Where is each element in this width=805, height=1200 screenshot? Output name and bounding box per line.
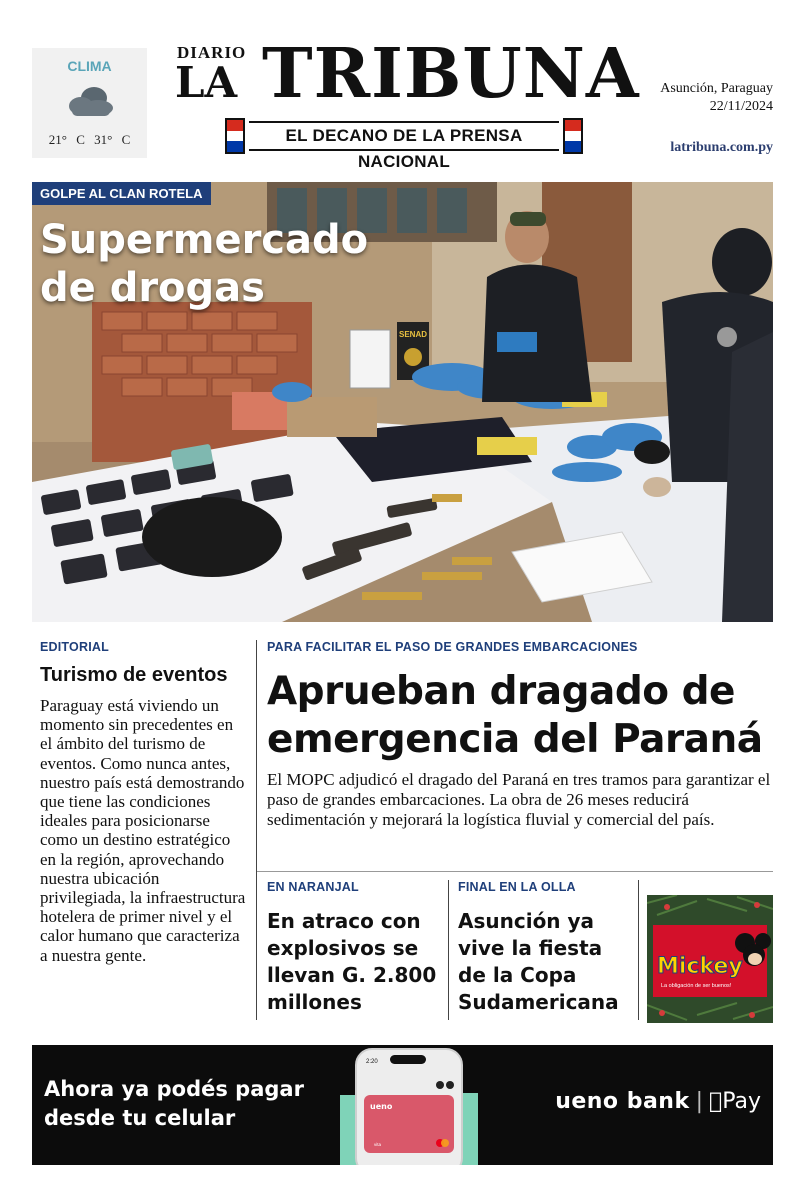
main-story[interactable]	[267, 640, 773, 830]
column-divider	[448, 880, 449, 1020]
masthead[interactable]	[170, 34, 640, 171]
mickey-brand: Mickey	[657, 954, 743, 979]
weather-temps	[32, 132, 147, 148]
slogan-banner	[225, 118, 583, 171]
location-date	[660, 80, 773, 116]
temp-max: 31° C	[94, 132, 131, 147]
ueno-bank-logo: ueno bank	[555, 1089, 690, 1114]
sub-title[interactable]: En atraco con explosivos se llevan G. 2.800 millones	[267, 909, 437, 1014]
hero-story[interactable]	[32, 182, 773, 622]
cloud-icon	[64, 84, 116, 118]
paraguay-flag-left-icon	[225, 118, 245, 154]
weather-widget	[32, 48, 147, 158]
card-brand: ueno	[370, 1102, 393, 1111]
mickey-tagline: La obligación de ser buenos!	[661, 983, 732, 989]
masthead-la: LA	[175, 58, 238, 107]
sub-story-copa[interactable]	[458, 880, 633, 1016]
slogan: EL DECANO DE LA PRENSA NACIONAL	[249, 121, 559, 151]
location: Asunción, Paraguay	[660, 81, 773, 96]
hero-headline[interactable]: Supermercado de drogas	[40, 217, 369, 311]
paraguay-flag-right-icon	[563, 118, 583, 154]
temp-min: 21° C	[48, 132, 85, 147]
mickey-ad-art	[647, 895, 773, 1023]
ad-brand	[555, 1089, 761, 1114]
date: 22/11/2024	[709, 99, 773, 114]
phone-illustration	[340, 1045, 490, 1165]
hero-kicker: GOLPE AL CLAN ROTELA	[32, 182, 211, 205]
ueno-bank-ad[interactable]	[32, 1045, 773, 1165]
main-kicker: PARA FACILITAR EL PASO DE GRANDES EMBARCACIONES	[267, 640, 638, 654]
main-headline[interactable]: Aprueban dragado de emergencia del Paraná	[267, 669, 763, 762]
column-divider	[256, 640, 257, 1020]
sub-story-naranjal[interactable]	[267, 880, 442, 1016]
masthead-title: TRIBUNA	[262, 34, 640, 114]
editorial-title[interactable]: Turismo de eventos	[40, 664, 228, 686]
editorial-body: Paraguay está viviendo un momento sin precedentes en el ámbito del turismo de eventos. Como nunca antes, nuestro país está demostrando que tiene las condiciones ideales para posicionarse como un destino estratégico en la región, aprovechando nuestra ubicación privilegiada, la infraestructura hotelera de primer nivel y el calor humano que caracteriza a nuestra gente.	[40, 696, 246, 965]
sub-kicker: FINAL EN LA OLLA	[458, 880, 576, 894]
phone-time: 2:20	[366, 1059, 378, 1065]
mickey-ad[interactable]	[647, 895, 773, 1023]
weather-label: CLIMA	[67, 58, 112, 74]
brand-separator: |	[695, 1089, 704, 1114]
apple-pay-label: Pay	[722, 1089, 761, 1114]
ad-message: Ahora ya podés pagar desde tu celular	[44, 1077, 304, 1130]
sub-title[interactable]: Asunción ya vive la fiesta de la Copa Sudamericana	[458, 909, 619, 1014]
editorial-column[interactable]	[40, 640, 248, 965]
editorial-kicker: EDITORIAL	[40, 640, 109, 654]
website-link[interactable]: latribuna.com.py	[670, 140, 773, 155]
masthead-diario: DIARIO	[177, 43, 247, 62]
main-lead: El MOPC adjudicó el dragado del Paraná en tres tramos para garantizar el paso de grandes embarcaciones. La obra de 26 meses reducirá sedimentación y mejorará la logística fluvial y comercial del país.	[267, 770, 771, 829]
apple-icon	[715, 1089, 723, 1114]
section-divider	[257, 871, 773, 872]
column-divider	[638, 880, 639, 1020]
card-sub: vita	[374, 1142, 382, 1147]
senad-sign-text: SENAD	[399, 330, 428, 339]
sub-kicker: EN NARANJAL	[267, 880, 359, 894]
